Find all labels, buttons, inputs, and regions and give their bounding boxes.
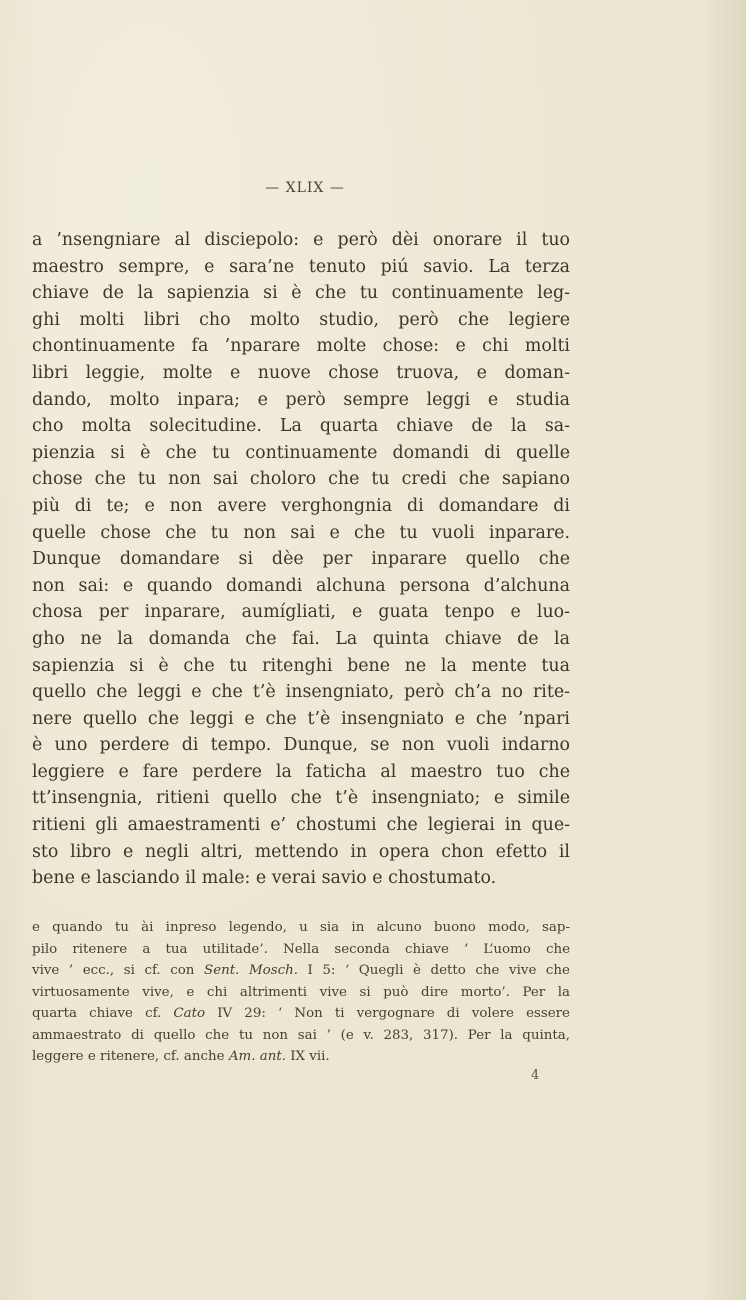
main-text-block [32, 227, 570, 892]
text-line: quelle chose che tu non sai e che tu vuoli inparare. [32, 522, 570, 543]
text-line: quello che leggi e che t’è insengniato, però ch’a no rite- [32, 682, 570, 703]
note-line: pilo ritenere a tua utilitade’. Nella seconda chiave ‘ L’uomo che [32, 941, 570, 957]
text-line: chosa per inparare, aumígliati, e guata tenpo e luo- [32, 602, 570, 623]
note-text: quarta chiave cf. [32, 1006, 174, 1021]
text-line: ghi molti libri cho molto studio, però che legiere [32, 309, 570, 330]
text-line: pienzia si è che tu continuamente domandi di quelle [32, 442, 570, 463]
text-line: tt’insengnia, ritieni quello che t’è insengniato; e simile [32, 788, 570, 809]
text-line: chontinuamente fa ’nparare molte chose: e chi molti [32, 336, 570, 357]
text-line: sto libro e negli altri, mettendo in opera chon efetto il [32, 841, 570, 862]
note-line: virtuosamente vive, e chi altrimenti vive si può dire morto’. Per la [32, 984, 570, 1000]
note-citation: Am. ant. [228, 1049, 286, 1064]
note-line [32, 1003, 570, 1025]
text-line: è uno perdere di tempo. Dunque, se non vuoli indarno [32, 735, 570, 756]
text-line: chiave de la sapienzia si è che tu continuamente leg- [32, 283, 570, 304]
text-line: libri leggie, molte e nuove chose truova, e doman- [32, 362, 570, 383]
note-text: I 5: ‘ Quegli è detto che vive che [297, 963, 570, 978]
note-text: IV 29: ‘ Non ti vergognare di volere essere [205, 1006, 570, 1021]
note-line: e quando tu ài inpreso legendo, u sia in alcuno buono modo, sap- [32, 920, 570, 935]
note-citation: Sent. Mosch. [204, 963, 298, 978]
note-text: IX vii. [285, 1049, 330, 1064]
text-line: gho ne la domanda che fai. La quinta chiave de la [32, 628, 570, 649]
note-line: ammaestrato di quello che tu non sai ’ (e v. 283, 317). Per la quinta, [32, 1027, 570, 1043]
text-line: dando, molto inpara; e però sempre leggi e studia [32, 389, 570, 410]
text-line: maestro sempre, e sara’ne tenuto piú savio. La terza [32, 256, 570, 277]
note-text: leggere e ritenere, cf. anche [32, 1049, 229, 1064]
footnotes-block [32, 917, 570, 1068]
note-line [32, 960, 570, 982]
text-line: chose che tu non sai choloro che tu credi che sapiano [32, 469, 570, 490]
text-line: non sai: e quando domandi alchuna persona d’alchuna [32, 575, 570, 596]
note-text: vive ’ ecc., si cf. con [32, 963, 205, 978]
signature-mark: 4 [531, 1068, 540, 1083]
text-line: a ’nsengniare al disciepolo: e però dèi onorare il tuo [32, 230, 570, 250]
text-line: Dunque domandare si dèe per inparare quello che [32, 549, 570, 570]
text-line: leggiere e fare perdere la faticha al maestro tuo che [32, 761, 570, 782]
text-line: più di te; e non avere verghongnia di domandare di [32, 495, 570, 516]
page-header: — XLIX — [265, 180, 345, 196]
note-line [32, 1046, 570, 1068]
text-line: bene e lasciando il male: e verai savio e chostumato. [32, 868, 497, 889]
text-line: nere quello che leggi e che t’è insengniato e che ’npari [32, 708, 570, 729]
text-line: cho molta solecitudine. La quarta chiave de la sa- [32, 416, 570, 437]
text-line: sapienzia si è che tu ritenghi bene ne la mente tua [32, 655, 570, 676]
note-citation: Cato [173, 1006, 206, 1021]
text-line: ritieni gli amaestramenti e’ chostumi che legierai in que- [32, 815, 570, 836]
